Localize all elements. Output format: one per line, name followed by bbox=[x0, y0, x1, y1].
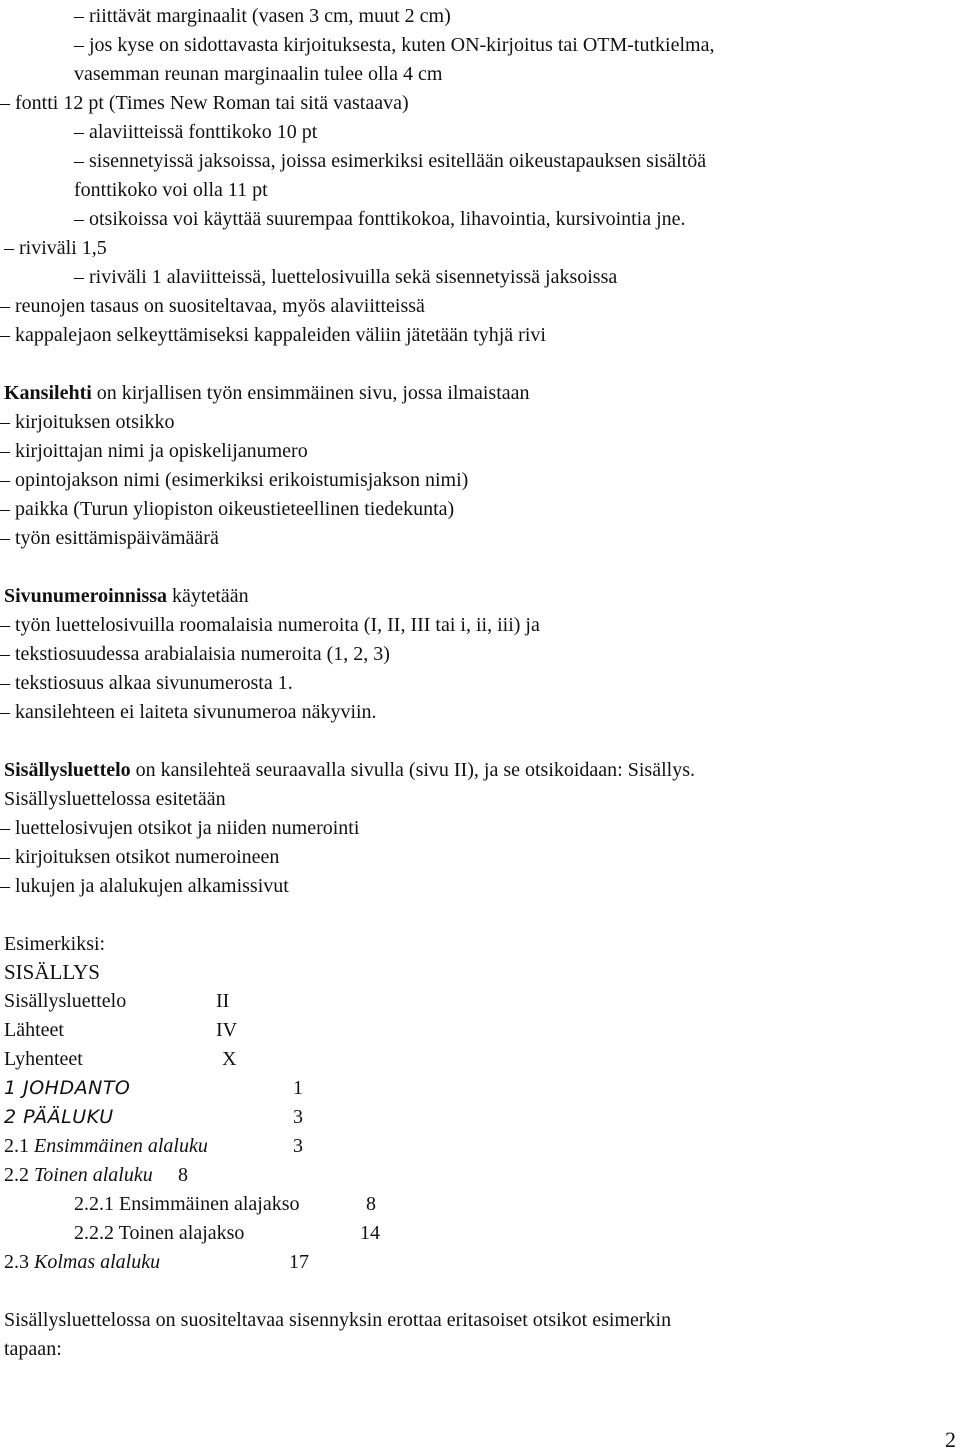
sivunumerointi-term: Sivunumeroinnissa bbox=[4, 585, 168, 607]
toc-page: 1 bbox=[293, 1077, 303, 1099]
toc-label-subchapter bbox=[4, 1163, 153, 1187]
sisallysluettelo-item: – lukujen ja alalukujen alkamissivut bbox=[0, 875, 289, 897]
toc-label-chapter: 1 JOHDANTO bbox=[4, 1077, 131, 1099]
toc-page: 17 bbox=[289, 1251, 309, 1273]
kansilehti-term: Kansilehti bbox=[4, 382, 92, 404]
sisallysluettelo-item: – luettelosivujen otsikot ja niiden numerointi bbox=[0, 817, 360, 839]
toc-label-num: 2.1 bbox=[4, 1135, 29, 1157]
toc-label-section: 2.2.2 Toinen alajakso bbox=[74, 1222, 245, 1244]
format-item-binding: – jos kyse on sidottavasta kirjoituksesta, kuten ON-kirjoitus tai OTM-tutkielma, bbox=[74, 34, 715, 56]
sivunumerointi-item: – työn luettelosivuilla roomalaisia numeroita (I, II, III tai i, ii, iii) ja bbox=[0, 614, 540, 636]
format-item-indented-font-cont: fonttikoko voi olla 11 pt bbox=[74, 179, 268, 201]
kansilehti-item: – työn esittämispäivämäärä bbox=[0, 527, 219, 549]
toc-label-subchapter bbox=[4, 1134, 208, 1158]
toc-page: 3 bbox=[293, 1106, 303, 1128]
kansilehti-item: – kirjoittajan nimi ja opiskelijanumero bbox=[0, 440, 308, 462]
kansilehti-paragraph bbox=[4, 381, 530, 405]
toc-label-num: 2.2 bbox=[4, 1164, 29, 1186]
toc-page: X bbox=[222, 1048, 237, 1070]
toc-page: 14 bbox=[360, 1222, 380, 1244]
format-item-headings: – otsikoissa voi käyttää suurempaa fonttikokoa, lihavointia, kursivointia jne. bbox=[74, 208, 686, 230]
kansilehti-item: – paikka (Turun yliopiston oikeustieteellinen tiedekunta) bbox=[0, 498, 455, 520]
toc-page: 8 bbox=[366, 1193, 376, 1215]
format-item-binding-cont: vasemman reunan marginaalin tulee olla 4 cm bbox=[74, 63, 443, 85]
sisallysluettelo-paragraph bbox=[4, 758, 695, 782]
toc-label: Lähteet bbox=[4, 1019, 64, 1041]
toc-label: Sisällysluettelo bbox=[4, 990, 127, 1012]
sivunumerointi-item: – tekstiosuudessa arabialaisia numeroita (1, 2, 3) bbox=[0, 643, 390, 665]
example-intro: Esimerkiksi: bbox=[4, 933, 106, 955]
sisallysluettelo-item: – kirjoituksen otsikot numeroineen bbox=[0, 846, 280, 868]
closing-text: Sisällysluettelossa on suositeltavaa sisennyksin erottaa eritasoiset otsikot esimerkin bbox=[4, 1309, 672, 1331]
toc-label-text: Ensimmäinen alaluku bbox=[29, 1135, 208, 1157]
toc-label-section: 2.2.1 Ensimmäinen alajakso bbox=[74, 1193, 300, 1215]
toc-label-chapter: 2 PÄÄLUKU bbox=[4, 1106, 114, 1128]
toc-label-subchapter bbox=[4, 1250, 160, 1274]
toc-page: IV bbox=[216, 1019, 238, 1041]
example-heading: SISÄLLYS bbox=[4, 960, 100, 984]
closing-text-cont: tapaan: bbox=[4, 1338, 62, 1360]
toc-label-text: Kolmas alaluku bbox=[29, 1251, 161, 1273]
sivunumerointi-paragraph bbox=[4, 584, 249, 608]
kansilehti-text: on kirjallisen työn ensimmäinen sivu, jossa ilmaistaan bbox=[91, 382, 530, 404]
toc-label: Lyhenteet bbox=[4, 1048, 83, 1070]
kansilehti-item: – kirjoituksen otsikko bbox=[0, 411, 175, 433]
sisallysluettelo-text: on kansilehteä seuraavalla sivulla (sivu II), ja se otsikoidaan: Sisällys. bbox=[130, 759, 695, 781]
format-item-linespacing: – riviväli 1,5 bbox=[4, 237, 107, 259]
page-number: 2 bbox=[945, 1427, 956, 1452]
format-item-justify: – reunojen tasaus on suositeltavaa, myös alaviitteissä bbox=[0, 295, 425, 317]
sisallysluettelo-line2: Sisällysluettelossa esitetään bbox=[4, 788, 226, 810]
kansilehti-item: – opintojakson nimi (esimerkiksi erikoistumisjakson nimi) bbox=[0, 469, 469, 491]
sivunumerointi-item: – tekstiosuus alkaa sivunumerosta 1. bbox=[0, 672, 293, 694]
sivunumerointi-item: – kansilehteen ei laiteta sivunumeroa näkyviin. bbox=[0, 701, 377, 723]
format-item-font: – fontti 12 pt (Times New Roman tai sitä vastaava) bbox=[0, 92, 409, 114]
toc-page: II bbox=[216, 990, 230, 1012]
format-item-indented-font: – sisennetyissä jaksoissa, joissa esimerkiksi esitellään oikeustapauksen sisältöä bbox=[74, 150, 707, 172]
sisallysluettelo-term: Sisällysluettelo bbox=[4, 759, 131, 781]
toc-page: 3 bbox=[293, 1135, 303, 1157]
format-item-footnote-font: – alaviitteissä fonttikoko 10 pt bbox=[74, 121, 318, 143]
format-item-linespacing-1: – riviväli 1 alaviitteissä, luettelosivuilla sekä sisennetyissä jaksoissa bbox=[74, 266, 618, 288]
toc-label-num: 2.3 bbox=[4, 1251, 29, 1273]
format-item-paragraph: – kappalejaon selkeyttämiseksi kappaleiden väliin jätetään tyhjä rivi bbox=[0, 324, 546, 346]
format-item-margins: – riittävät marginaalit (vasen 3 cm, muut 2 cm) bbox=[74, 5, 451, 27]
toc-page: 8 bbox=[178, 1164, 188, 1186]
toc-label-text: Toinen alaluku bbox=[29, 1164, 153, 1186]
sivunumerointi-text: käytetään bbox=[167, 585, 249, 607]
